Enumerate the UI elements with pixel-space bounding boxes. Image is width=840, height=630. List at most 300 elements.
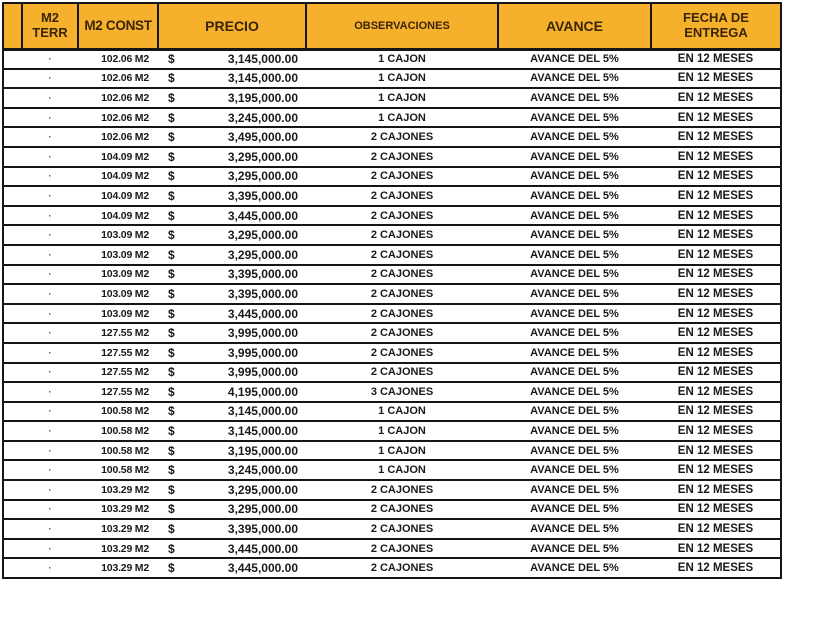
cell-fecha-entrega: EN 12 MESES (651, 539, 781, 559)
price-amount: 3,445,000.00 (227, 541, 298, 556)
currency-symbol: $ (168, 482, 175, 497)
cell-spacer (3, 500, 22, 520)
cell-m2-const: 102.06 M2 (78, 88, 158, 108)
table-row (3, 421, 781, 441)
cell-m2-const: 127.55 M2 (78, 323, 158, 343)
cell-m2-const: 104.09 M2 (78, 167, 158, 187)
cell-observaciones: 2 CAJONES (306, 343, 498, 363)
cell-m2-terr: · (22, 402, 78, 422)
cell-m2-const: 127.55 M2 (78, 382, 158, 402)
price-amount: 3,145,000.00 (227, 424, 298, 439)
cell-spacer (3, 558, 22, 578)
cell-m2-terr: · (22, 206, 78, 226)
cell-fecha-entrega: EN 12 MESES (651, 558, 781, 578)
table-row (3, 304, 781, 324)
cell-m2-terr: · (22, 519, 78, 539)
currency-symbol: $ (168, 443, 175, 458)
currency-symbol: $ (168, 169, 175, 184)
currency-symbol: $ (168, 404, 175, 419)
cell-m2-terr: · (22, 558, 78, 578)
cell-spacer (3, 245, 22, 265)
cell-m2-const: 103.29 M2 (78, 539, 158, 559)
cell-m2-terr: · (22, 49, 78, 69)
price-amount: 3,195,000.00 (227, 443, 298, 458)
price-cell-layout (158, 385, 306, 399)
cell-m2-terr: · (22, 304, 78, 324)
cell-avance: AVANCE DEL 5% (498, 323, 651, 343)
cell-fecha-entrega: EN 12 MESES (651, 127, 781, 147)
cell-spacer (3, 186, 22, 206)
cell-precio (158, 421, 306, 441)
cell-avance: AVANCE DEL 5% (498, 460, 651, 480)
header-row (3, 3, 781, 49)
cell-observaciones: 2 CAJONES (306, 284, 498, 304)
cell-m2-const: 102.06 M2 (78, 49, 158, 69)
cell-avance: AVANCE DEL 5% (498, 69, 651, 89)
price-amount: 3,245,000.00 (227, 463, 298, 478)
cell-precio (158, 382, 306, 402)
cell-fecha-entrega: EN 12 MESES (651, 186, 781, 206)
cell-m2-const: 127.55 M2 (78, 363, 158, 383)
cell-m2-const: 104.09 M2 (78, 186, 158, 206)
table-row (3, 186, 781, 206)
price-cell-layout (158, 463, 306, 477)
cell-observaciones: 2 CAJONES (306, 147, 498, 167)
cell-fecha-entrega: EN 12 MESES (651, 225, 781, 245)
cell-spacer (3, 206, 22, 226)
cell-precio (158, 323, 306, 343)
cell-observaciones: 1 CAJON (306, 460, 498, 480)
cell-avance: AVANCE DEL 5% (498, 206, 651, 226)
cell-m2-const: 127.55 M2 (78, 343, 158, 363)
price-cell-layout (158, 267, 306, 281)
cell-avance: AVANCE DEL 5% (498, 127, 651, 147)
cell-m2-terr: · (22, 323, 78, 343)
table-row (3, 69, 781, 89)
price-amount: 3,995,000.00 (227, 345, 298, 360)
cell-spacer (3, 343, 22, 363)
cell-observaciones: 2 CAJONES (306, 323, 498, 343)
cell-avance: AVANCE DEL 5% (498, 539, 651, 559)
cell-avance: AVANCE DEL 5% (498, 167, 651, 187)
cell-m2-const: 102.06 M2 (78, 127, 158, 147)
currency-symbol: $ (168, 541, 175, 556)
header-precio: PRECIO (158, 3, 306, 49)
price-amount: 3,295,000.00 (227, 482, 298, 497)
cell-m2-const: 102.06 M2 (78, 108, 158, 128)
cell-m2-const: 100.58 M2 (78, 460, 158, 480)
cell-precio (158, 69, 306, 89)
cell-avance: AVANCE DEL 5% (498, 382, 651, 402)
currency-symbol: $ (168, 188, 175, 203)
price-amount: 3,295,000.00 (227, 247, 298, 262)
price-cell-layout (158, 307, 306, 321)
cell-observaciones: 3 CAJONES (306, 382, 498, 402)
cell-precio (158, 539, 306, 559)
cell-observaciones: 2 CAJONES (306, 225, 498, 245)
table-row (3, 460, 781, 480)
table-row (3, 402, 781, 422)
table-row (3, 323, 781, 343)
price-amount: 3,145,000.00 (227, 71, 298, 86)
cell-avance: AVANCE DEL 5% (498, 284, 651, 304)
cell-m2-terr: · (22, 421, 78, 441)
currency-symbol: $ (168, 502, 175, 517)
price-table (2, 2, 782, 579)
cell-precio (158, 186, 306, 206)
currency-symbol: $ (168, 561, 175, 576)
table-row (3, 284, 781, 304)
cell-precio (158, 363, 306, 383)
cell-spacer (3, 363, 22, 383)
price-amount: 3,145,000.00 (227, 404, 298, 419)
cell-m2-terr: · (22, 225, 78, 245)
currency-symbol: $ (168, 326, 175, 341)
cell-observaciones: 1 CAJON (306, 88, 498, 108)
currency-symbol: $ (168, 71, 175, 86)
price-cell-layout (158, 150, 306, 164)
cell-observaciones: 1 CAJON (306, 49, 498, 69)
price-amount: 3,295,000.00 (227, 502, 298, 517)
cell-fecha-entrega: EN 12 MESES (651, 304, 781, 324)
cell-m2-const: 103.09 M2 (78, 245, 158, 265)
price-amount: 3,445,000.00 (227, 561, 298, 576)
currency-symbol: $ (168, 208, 175, 223)
price-cell-layout (158, 365, 306, 379)
cell-spacer (3, 108, 22, 128)
price-amount: 3,195,000.00 (227, 90, 298, 105)
table-row (3, 363, 781, 383)
price-cell-layout (158, 228, 306, 242)
cell-avance: AVANCE DEL 5% (498, 421, 651, 441)
cell-spacer (3, 519, 22, 539)
cell-m2-const: 104.09 M2 (78, 206, 158, 226)
cell-m2-terr: · (22, 500, 78, 520)
cell-spacer (3, 460, 22, 480)
cell-observaciones: 2 CAJONES (306, 480, 498, 500)
currency-symbol: $ (168, 52, 175, 67)
cell-observaciones: 2 CAJONES (306, 167, 498, 187)
price-cell-layout (158, 52, 306, 66)
price-cell-layout (158, 483, 306, 497)
cell-m2-terr: · (22, 245, 78, 265)
cell-m2-const: 100.58 M2 (78, 441, 158, 461)
cell-observaciones: 2 CAJONES (306, 265, 498, 285)
cell-precio (158, 167, 306, 187)
price-cell-layout (158, 189, 306, 203)
cell-avance: AVANCE DEL 5% (498, 245, 651, 265)
cell-fecha-entrega: EN 12 MESES (651, 265, 781, 285)
cell-avance: AVANCE DEL 5% (498, 186, 651, 206)
table-body (3, 49, 781, 578)
cell-observaciones: 1 CAJON (306, 441, 498, 461)
cell-fecha-entrega: EN 12 MESES (651, 343, 781, 363)
cell-m2-terr: · (22, 147, 78, 167)
cell-avance: AVANCE DEL 5% (498, 363, 651, 383)
price-cell-layout (158, 502, 306, 516)
cell-m2-terr: · (22, 480, 78, 500)
cell-precio (158, 558, 306, 578)
header-m2-terr: M2 TERR (22, 3, 78, 49)
cell-spacer (3, 402, 22, 422)
table-row (3, 88, 781, 108)
price-cell-layout (158, 522, 306, 536)
cell-fecha-entrega: EN 12 MESES (651, 323, 781, 343)
cell-spacer (3, 539, 22, 559)
cell-avance: AVANCE DEL 5% (498, 304, 651, 324)
cell-fecha-entrega: EN 12 MESES (651, 284, 781, 304)
cell-avance: AVANCE DEL 5% (498, 441, 651, 461)
cell-m2-const: 100.58 M2 (78, 421, 158, 441)
price-cell-layout (158, 248, 306, 262)
price-cell-layout (158, 424, 306, 438)
cell-m2-const: 100.58 M2 (78, 402, 158, 422)
currency-symbol: $ (168, 247, 175, 262)
cell-precio (158, 245, 306, 265)
cell-fecha-entrega: EN 12 MESES (651, 480, 781, 500)
cell-precio (158, 460, 306, 480)
cell-m2-terr: · (22, 127, 78, 147)
price-amount: 3,295,000.00 (227, 169, 298, 184)
cell-observaciones: 2 CAJONES (306, 304, 498, 324)
price-cell-layout (158, 404, 306, 418)
price-amount: 4,195,000.00 (227, 384, 298, 399)
currency-symbol: $ (168, 463, 175, 478)
cell-avance: AVANCE DEL 5% (498, 147, 651, 167)
cell-m2-terr: · (22, 539, 78, 559)
currency-symbol: $ (168, 130, 175, 145)
price-amount: 3,395,000.00 (227, 267, 298, 282)
cell-precio (158, 441, 306, 461)
currency-symbol: $ (168, 365, 175, 380)
cell-fecha-entrega: EN 12 MESES (651, 363, 781, 383)
price-cell-layout (158, 111, 306, 125)
cell-precio (158, 49, 306, 69)
cell-fecha-entrega: EN 12 MESES (651, 245, 781, 265)
cell-observaciones: 1 CAJON (306, 402, 498, 422)
price-amount: 3,445,000.00 (227, 306, 298, 321)
cell-spacer (3, 304, 22, 324)
price-cell-layout (158, 169, 306, 183)
cell-m2-terr: · (22, 460, 78, 480)
cell-precio (158, 402, 306, 422)
price-amount: 3,995,000.00 (227, 365, 298, 380)
cell-avance: AVANCE DEL 5% (498, 500, 651, 520)
cell-m2-const: 103.09 M2 (78, 304, 158, 324)
price-amount: 3,495,000.00 (227, 130, 298, 145)
currency-symbol: $ (168, 286, 175, 301)
cell-spacer (3, 127, 22, 147)
cell-observaciones: 2 CAJONES (306, 519, 498, 539)
cell-observaciones: 2 CAJONES (306, 127, 498, 147)
price-cell-layout (158, 561, 306, 575)
price-amount: 3,445,000.00 (227, 208, 298, 223)
cell-fecha-entrega: EN 12 MESES (651, 69, 781, 89)
cell-spacer (3, 480, 22, 500)
price-cell-layout (158, 346, 306, 360)
table-row (3, 382, 781, 402)
cell-spacer (3, 147, 22, 167)
cell-precio (158, 206, 306, 226)
cell-avance: AVANCE DEL 5% (498, 480, 651, 500)
cell-m2-const: 103.09 M2 (78, 265, 158, 285)
currency-symbol: $ (168, 110, 175, 125)
cell-precio (158, 88, 306, 108)
cell-precio (158, 284, 306, 304)
cell-spacer (3, 284, 22, 304)
cell-precio (158, 500, 306, 520)
price-cell-layout (158, 71, 306, 85)
table-row (3, 441, 781, 461)
price-amount: 3,295,000.00 (227, 228, 298, 243)
cell-fecha-entrega: EN 12 MESES (651, 206, 781, 226)
cell-observaciones: 2 CAJONES (306, 363, 498, 383)
price-amount: 3,245,000.00 (227, 110, 298, 125)
table-row (3, 500, 781, 520)
cell-observaciones: 2 CAJONES (306, 539, 498, 559)
cell-spacer (3, 265, 22, 285)
cell-m2-const: 102.06 M2 (78, 69, 158, 89)
table-row (3, 539, 781, 559)
cell-fecha-entrega: EN 12 MESES (651, 441, 781, 461)
cell-fecha-entrega: EN 12 MESES (651, 421, 781, 441)
cell-spacer (3, 421, 22, 441)
price-cell-layout (158, 444, 306, 458)
header-m2-const: M2 CONST (78, 3, 158, 49)
cell-spacer (3, 167, 22, 187)
currency-symbol: $ (168, 90, 175, 105)
currency-symbol: $ (168, 345, 175, 360)
cell-avance: AVANCE DEL 5% (498, 519, 651, 539)
price-cell-layout (158, 209, 306, 223)
cell-m2-const: 103.09 M2 (78, 284, 158, 304)
cell-m2-const: 103.29 M2 (78, 500, 158, 520)
cell-m2-const: 103.09 M2 (78, 225, 158, 245)
cell-m2-terr: · (22, 343, 78, 363)
cell-m2-terr: · (22, 363, 78, 383)
cell-avance: AVANCE DEL 5% (498, 402, 651, 422)
table-row (3, 225, 781, 245)
cell-observaciones: 2 CAJONES (306, 500, 498, 520)
cell-m2-const: 103.29 M2 (78, 558, 158, 578)
table-row (3, 167, 781, 187)
currency-symbol: $ (168, 306, 175, 321)
cell-spacer (3, 382, 22, 402)
currency-symbol: $ (168, 149, 175, 164)
header-observaciones: OBSERVACIONES (306, 3, 498, 49)
cell-precio (158, 265, 306, 285)
cell-avance: AVANCE DEL 5% (498, 558, 651, 578)
cell-fecha-entrega: EN 12 MESES (651, 519, 781, 539)
cell-observaciones: 2 CAJONES (306, 186, 498, 206)
price-amount: 3,395,000.00 (227, 522, 298, 537)
cell-spacer (3, 441, 22, 461)
cell-fecha-entrega: EN 12 MESES (651, 382, 781, 402)
price-cell-layout (158, 326, 306, 340)
cell-fecha-entrega: EN 12 MESES (651, 402, 781, 422)
cell-observaciones: 1 CAJON (306, 421, 498, 441)
cell-fecha-entrega: EN 12 MESES (651, 147, 781, 167)
cell-spacer (3, 69, 22, 89)
currency-symbol: $ (168, 522, 175, 537)
currency-symbol: $ (168, 228, 175, 243)
cell-fecha-entrega: EN 12 MESES (651, 108, 781, 128)
cell-m2-terr: · (22, 167, 78, 187)
cell-m2-const: 103.29 M2 (78, 519, 158, 539)
cell-observaciones: 1 CAJON (306, 108, 498, 128)
price-amount: 3,395,000.00 (227, 188, 298, 203)
cell-m2-terr: · (22, 108, 78, 128)
table-row (3, 480, 781, 500)
cell-spacer (3, 323, 22, 343)
cell-fecha-entrega: EN 12 MESES (651, 167, 781, 187)
cell-m2-terr: · (22, 186, 78, 206)
cell-m2-terr: · (22, 284, 78, 304)
cell-spacer (3, 88, 22, 108)
cell-precio (158, 343, 306, 363)
currency-symbol: $ (168, 384, 175, 399)
table-row (3, 245, 781, 265)
table-row (3, 519, 781, 539)
price-amount: 3,145,000.00 (227, 52, 298, 67)
cell-m2-terr: · (22, 441, 78, 461)
cell-avance: AVANCE DEL 5% (498, 88, 651, 108)
table-row (3, 49, 781, 69)
cell-fecha-entrega: EN 12 MESES (651, 88, 781, 108)
cell-avance: AVANCE DEL 5% (498, 108, 651, 128)
currency-symbol: $ (168, 267, 175, 282)
cell-observaciones: 2 CAJONES (306, 206, 498, 226)
currency-symbol: $ (168, 424, 175, 439)
cell-m2-const: 103.29 M2 (78, 480, 158, 500)
cell-avance: AVANCE DEL 5% (498, 265, 651, 285)
table-row (3, 558, 781, 578)
cell-fecha-entrega: EN 12 MESES (651, 460, 781, 480)
cell-m2-terr: · (22, 88, 78, 108)
price-cell-layout (158, 91, 306, 105)
cell-m2-terr: · (22, 265, 78, 285)
cell-avance: AVANCE DEL 5% (498, 49, 651, 69)
price-amount: 3,295,000.00 (227, 149, 298, 164)
cell-precio (158, 480, 306, 500)
table-row (3, 206, 781, 226)
table-header (3, 3, 781, 49)
cell-observaciones: 2 CAJONES (306, 245, 498, 265)
cell-observaciones: 1 CAJON (306, 69, 498, 89)
cell-precio (158, 108, 306, 128)
price-amount: 3,395,000.00 (227, 286, 298, 301)
header-fecha-entrega: FECHA DE ENTREGA (651, 3, 781, 49)
price-amount: 3,995,000.00 (227, 326, 298, 341)
cell-m2-terr: · (22, 382, 78, 402)
cell-precio (158, 225, 306, 245)
price-cell-layout (158, 130, 306, 144)
table-row (3, 108, 781, 128)
cell-fecha-entrega: EN 12 MESES (651, 49, 781, 69)
cell-precio (158, 127, 306, 147)
cell-spacer (3, 225, 22, 245)
price-cell-layout (158, 287, 306, 301)
cell-fecha-entrega: EN 12 MESES (651, 500, 781, 520)
header-avance: AVANCE (498, 3, 651, 49)
cell-m2-const: 104.09 M2 (78, 147, 158, 167)
table-row (3, 265, 781, 285)
cell-observaciones: 2 CAJONES (306, 558, 498, 578)
price-cell-layout (158, 542, 306, 556)
cell-precio (158, 304, 306, 324)
cell-precio (158, 147, 306, 167)
table-row (3, 343, 781, 363)
